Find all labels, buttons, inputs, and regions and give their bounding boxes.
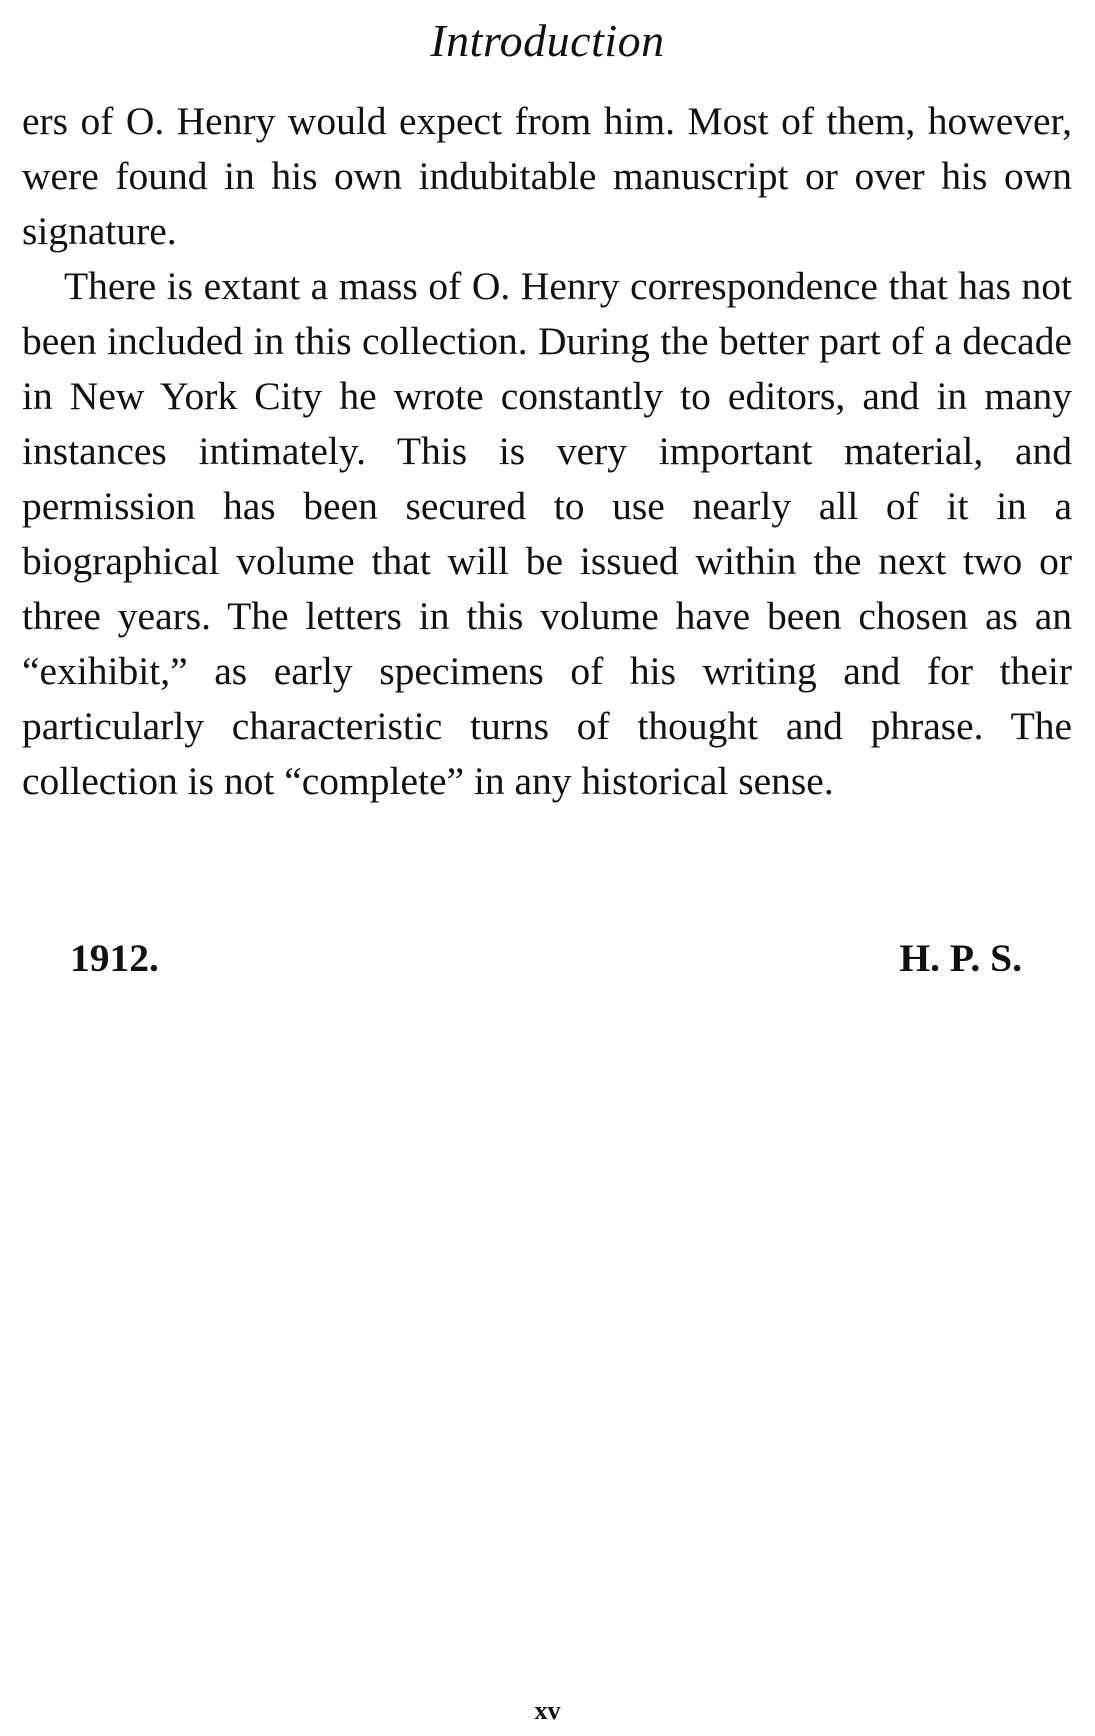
paragraph-continued: ers of O. Henry would expect from him. Most of them, however, were found in his own indubitable manuscript or over his own signature.	[22, 99, 1072, 253]
running-head: Introduction	[430, 15, 665, 66]
page-number: xv	[534, 1696, 561, 1725]
paragraph-correspondence: There is extant a mass of O. Henry correspondence that has not been included in this collection. During the better part of a decade in New York City he wrote constantly to editors, and in many instances intimately. This is very important material, and permission has been secured to use nearly all of it in a biographical volume that will be issued within the next two or three years. The letters in this volume have been chosen as an “exihibit,” as early specimens of his writing and for their particularly characteristic turns of thought and phrase. The collection is not “complete” in any historical sense.	[22, 264, 1072, 803]
signoff-date: 1912.	[70, 936, 159, 980]
signoff-initials: H. P. S.	[899, 936, 1022, 980]
body-text	[22, 94, 1072, 809]
signoff	[0, 928, 1095, 988]
